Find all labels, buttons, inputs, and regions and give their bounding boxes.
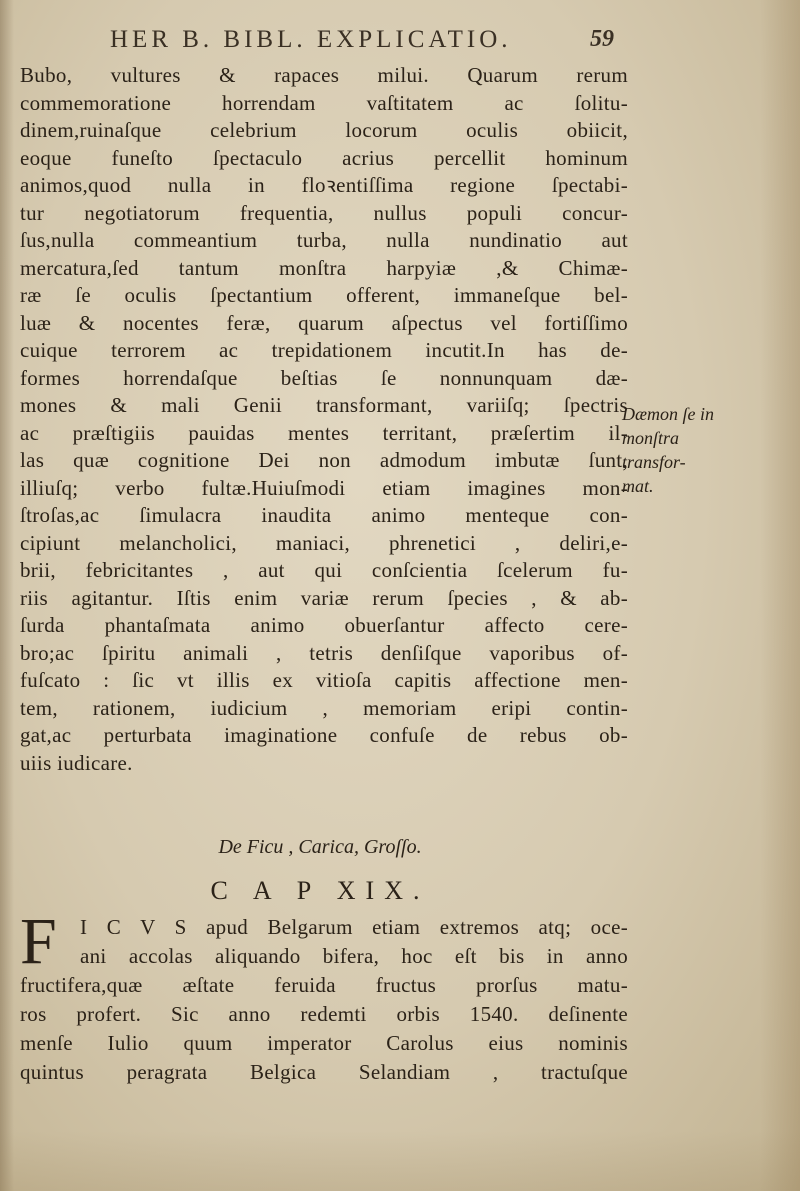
- edge-shadow: [760, 0, 800, 1191]
- main-text-block: [20, 62, 628, 777]
- text-line: fuſcato : ſic vt illis ex vitioſa capitis affectione men-: [20, 668, 628, 692]
- text-line: ræ ſe oculis ſpectantium offerent, immaneſque bel-: [20, 283, 628, 307]
- marginal-note-line: monſtra: [622, 428, 680, 448]
- text-line: Bubo, vultures & rapaces milui. Quarum rerum: [20, 63, 628, 87]
- section-subheading: De Ficu , Carica, Groſſo.: [218, 836, 422, 858]
- text-line: riis agitantur. Iſtis enim variæ rerum ſpecies , & ab-: [20, 585, 628, 610]
- chapter-text-block: [20, 905, 628, 1087]
- text-line: fructifera,quæ æſtate feruida fructus prorſus matu-: [20, 973, 628, 997]
- text-line: eoque funeſto ſpectaculo acrius percellit hominum: [20, 145, 628, 170]
- text-line: gat,ac perturbata imaginatione confuſe de rebus ob-: [20, 723, 628, 747]
- text-line: cuique terrorem ac trepidationem incutit.In has de-: [20, 338, 628, 362]
- text-line: luæ & nocentes feræ, quarum aſpectus vel fortiſſimo: [20, 310, 628, 335]
- text-line: ros profert. Sic anno redemti orbis 1540. deſinente: [20, 1002, 628, 1026]
- text-line: las quæ cognitione Dei non admodum imbutæ ſunt,: [20, 448, 628, 472]
- text-line: menſe Iulio quum imperator Carolus eius nominis: [20, 1031, 628, 1055]
- page-number: 59: [590, 26, 614, 52]
- text-line: quintus peragrata Belgica Selandiam , tractuſque: [20, 1060, 628, 1084]
- marginal-note-line: Dæmon ſe in: [622, 404, 714, 424]
- marginal-note-line: mat.: [622, 476, 654, 496]
- text-line: ſus,nulla commeantium turba, nulla nundinatio aut: [20, 228, 628, 252]
- text-line: ſtroſas,ac ſimulacra inaudita animo menteque con-: [20, 503, 628, 527]
- text-line: dinem,ruinaſque celebrium locorum oculis obiicit,: [20, 118, 628, 142]
- text-line: bro;ac ſpiritu animali , tetris denſiſque vaporibus of-: [20, 640, 628, 665]
- chapter-title: C A P XIX.: [210, 876, 430, 905]
- text-line: illiuſq; verbo fultæ.Huiuſmodi etiam imagines mon-: [20, 475, 628, 500]
- text-line: animos,quod nulla in floꝛentiſſima regione ſpectabi-: [20, 173, 628, 197]
- text-line: tem, rationem, iudicium , memoriam eripi contin-: [20, 695, 628, 720]
- text-line: ani accolas aliquando bifera, hoc eſt bis in anno: [80, 944, 628, 968]
- page-stain: [0, 1131, 800, 1191]
- marginal-note: [622, 402, 732, 498]
- text-line: uiis iudicare.: [20, 750, 133, 775]
- marginal-note-line: transfor-: [622, 452, 686, 472]
- running-title: HER B. BIBL. EXPLICATIO.: [110, 26, 512, 53]
- text-line: commemoratione horrendam vaſtitatem ac ſolitu-: [20, 90, 628, 115]
- text-line: cipiunt melancholici, maniaci, phrenetici , deliri,e-: [20, 530, 628, 555]
- text-line: ſurda phantaſmata animo obuerſantur affecto cere-: [20, 613, 628, 637]
- drop-cap: F: [20, 905, 57, 978]
- text-line: tur negotiatorum frequentia, nullus populi concur-: [20, 200, 628, 225]
- text-line: formes horrendaſque beſtias ſe nonnunquam dæ-: [20, 365, 628, 390]
- text-line: I C V S apud Belgarum etiam extremos atq; oce-: [80, 915, 628, 939]
- text-line: mones & mali Genii transformant, variiſq; ſpectris: [20, 393, 628, 417]
- gutter-shadow: [0, 0, 14, 1191]
- text-line: mercatura,ſed tantum monſtra harpyiæ ,& Chimæ-: [20, 255, 628, 280]
- text-line: brii, febricitantes , aut qui conſcientia ſcelerum fu-: [20, 558, 628, 582]
- text-line: ac præſtigiis pauidas mentes territant, præſertim il-: [20, 420, 628, 445]
